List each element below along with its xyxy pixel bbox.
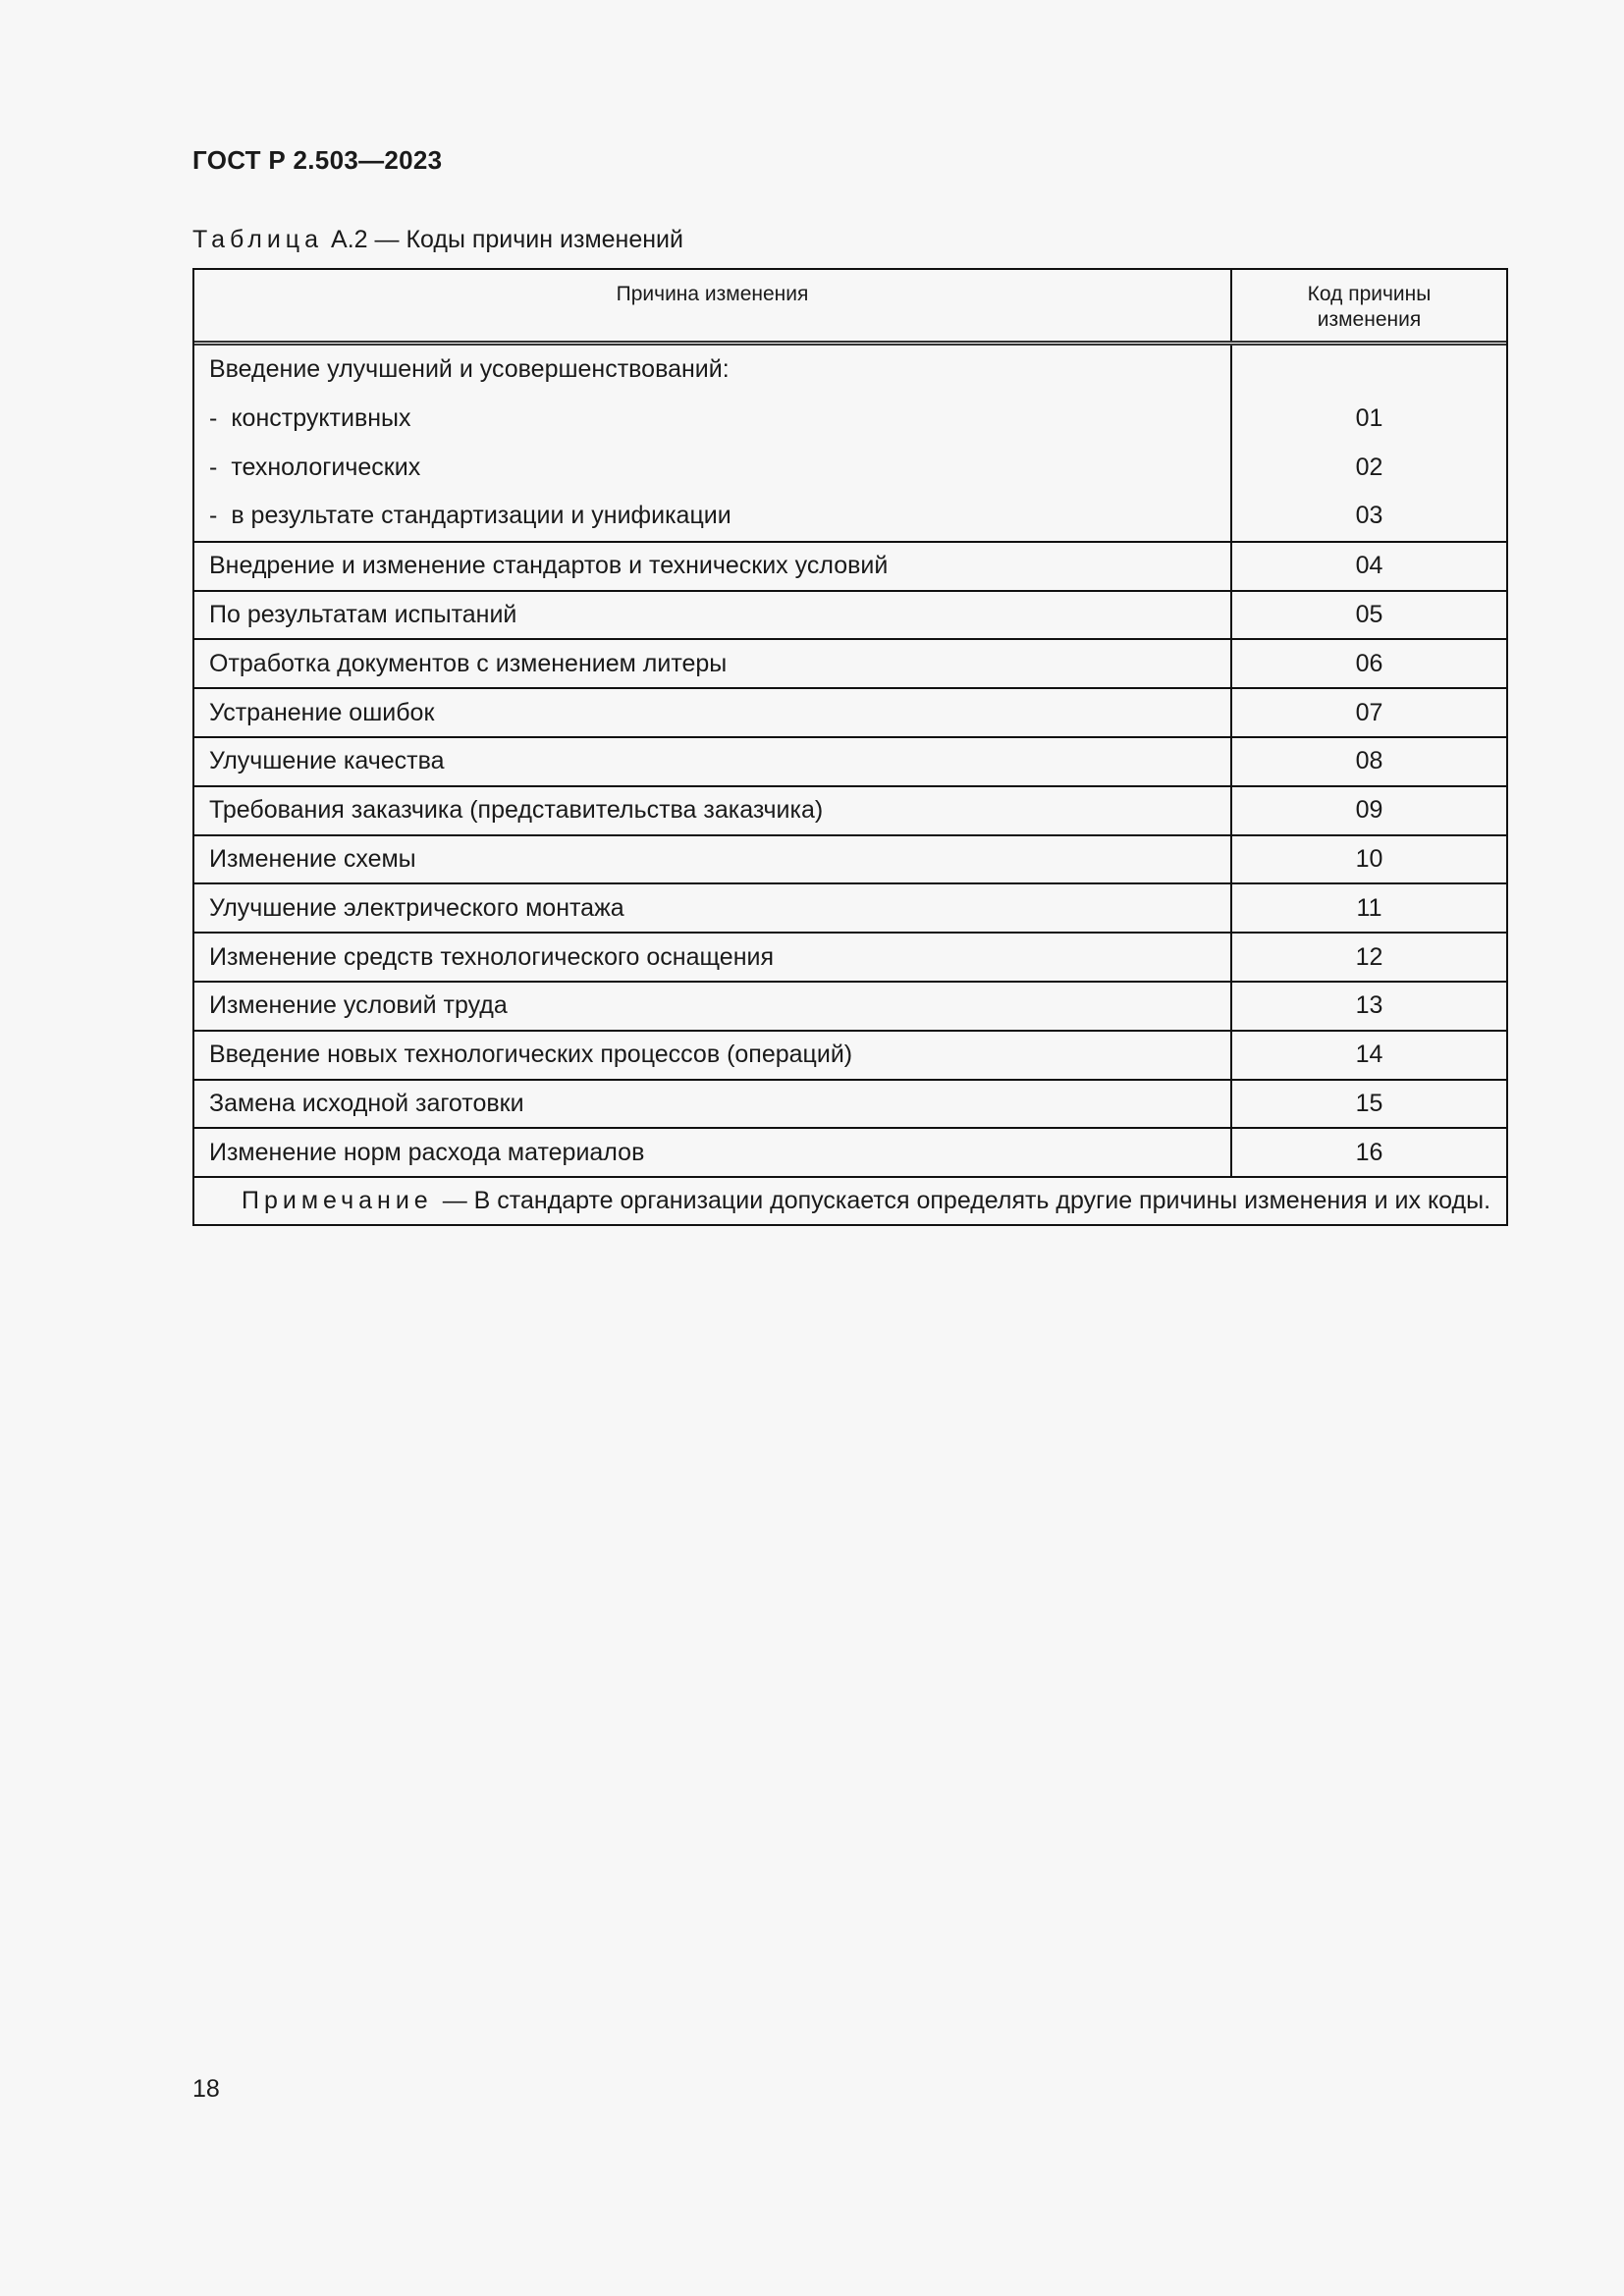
group-item: - технологических [209,453,421,481]
table-row [194,787,1506,836]
note-text: — В стандарте организации допускается определять другие причины изменения и их коды. [442,1187,1491,1215]
table-row [194,934,1506,983]
reason-cell: Замена исходной заготовки [194,1081,1232,1128]
code-cell: 06 [1355,649,1383,677]
table-note [194,1178,1506,1224]
code-cell: 15 [1355,1089,1383,1117]
reason-cell: Изменение средств технологического оснащения [194,934,1232,981]
reason-cell: Улучшение качества [194,738,1232,785]
code-cell: 09 [1355,796,1383,825]
table-row [194,738,1506,787]
group-item-code: 03 [1355,502,1383,530]
column-header-code [1232,270,1506,341]
table-row [194,543,1506,592]
reason-cell: Устранение ошибок [194,689,1232,736]
reason-cell: Внедрение и изменение стандартов и технических условий [194,543,1232,590]
column-header-code-line2: изменения [1317,308,1422,331]
group-reason-cell [194,346,1232,541]
group-code-cell [1232,346,1506,541]
code-cell: 10 [1355,844,1383,873]
code-cell: 13 [1355,991,1383,1020]
table-row [194,1032,1506,1081]
reason-cell: По результатам испытаний [194,592,1232,639]
group-title: Введение улучшений и усовершенствований: [209,355,730,384]
code-cell: 16 [1355,1138,1383,1166]
table-caption-text: А.2 — Коды причин изменений [331,226,683,253]
table-row [194,836,1506,885]
column-header-reason: Причина изменения [194,270,1232,341]
note-label: Примечание [242,1187,433,1215]
table-row [194,1081,1506,1130]
reason-cell: Введение новых технологических процессов (операций) [194,1032,1232,1079]
reason-cell: Требования заказчика (представительства заказчика) [194,787,1232,834]
code-cell: 14 [1355,1041,1383,1069]
document-header-title: ГОСТ Р 2.503—2023 [192,145,443,175]
table-caption [192,226,683,254]
table-body-rows [194,543,1506,1178]
table-row [194,1129,1506,1178]
table-row [194,884,1506,934]
table-caption-label: Таблица [192,226,324,253]
code-cell: 04 [1355,552,1383,580]
table-group-improvements [194,346,1506,543]
reason-cell: Улучшение электрического монтажа [194,884,1232,932]
table-header-row [194,270,1506,346]
code-cell: 05 [1355,600,1383,628]
group-item-code: 01 [1355,404,1383,433]
reason-cell: Изменение схемы [194,836,1232,883]
table-row [194,592,1506,641]
table-row [194,983,1506,1032]
table-row [194,640,1506,689]
reason-cell: Изменение норм расхода материалов [194,1129,1232,1176]
code-cell: 12 [1355,942,1383,971]
reason-cell: Изменение условий труда [194,983,1232,1030]
page-number: 18 [192,2075,220,2103]
code-cell: 11 [1356,893,1382,922]
group-item: - конструктивных [209,404,411,433]
code-cell: 08 [1355,747,1383,775]
group-item: - в результате стандартизации и унификации [209,502,731,530]
group-item-code: 02 [1355,453,1383,481]
code-cell: 07 [1355,698,1383,726]
table-row [194,689,1506,738]
column-header-code-line1: Код причины [1307,283,1432,305]
change-reason-codes-table [192,268,1508,1226]
reason-cell: Отработка документов с изменением литеры [194,640,1232,687]
